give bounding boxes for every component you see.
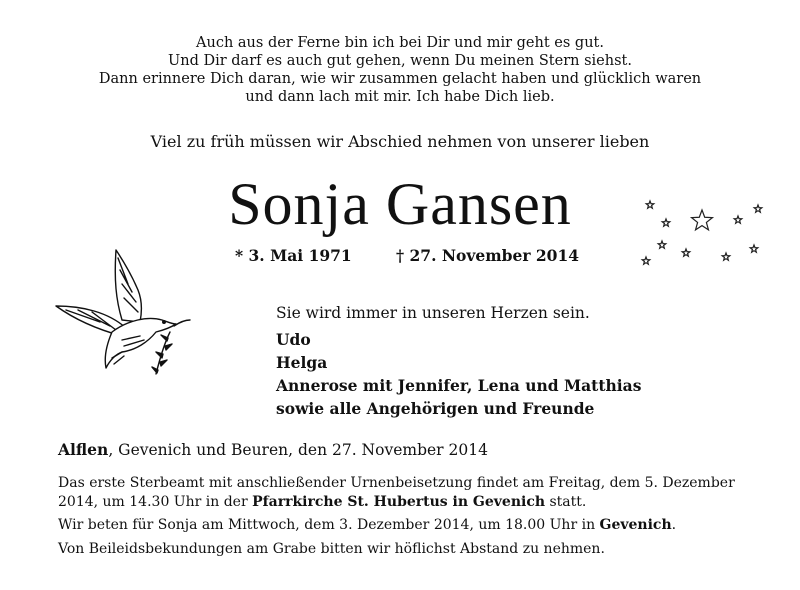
stars-icon (636, 195, 766, 275)
mourner: Annerose mit Jennifer, Lena und Matthias (276, 376, 642, 395)
church-name: Pfarrkirche St. Hubertus in Gevenich (252, 494, 546, 510)
star-icon (722, 253, 730, 260)
poem-line: Und Dir darf es auch gut gehen, wenn Du meinen Stern siehst. (168, 53, 632, 69)
death-date: † 27. November 2014 (396, 246, 580, 265)
star-icon (662, 219, 670, 226)
star-icon (692, 210, 713, 230)
poem-line: Auch aus der Ferne bin ich bei Dir und mir geht es gut. (196, 35, 604, 51)
intro-text: Viel zu früh müssen wir Abschied nehmen von unserer lieben (150, 132, 650, 151)
service-info-line-2 (58, 493, 586, 512)
star-icon (734, 216, 742, 223)
dove-icon (52, 240, 192, 380)
info-text: 2014, um 14.30 Uhr in der (58, 494, 253, 510)
service-info-line-1: Das erste Sterbeamt mit anschließender Urnenbeisetzung findet am Freitag, dem 5. Dezember (58, 475, 735, 491)
info-text: Wir beten für Sonja am Mittwoch, dem 3. Dezember 2014, um 18.00 Uhr in (58, 517, 600, 533)
star-icon (754, 205, 762, 212)
place-date-line (58, 440, 488, 459)
poem (0, 34, 800, 106)
birth-date: * 3. Mai 1971 (235, 246, 352, 265)
place-rest: , Gevenich und Beuren, den 27. November 2014 (108, 441, 488, 459)
mourner: sowie alle Angehörigen und Freunde (276, 399, 595, 418)
prayer-info-line (58, 516, 676, 535)
mourners-list (276, 328, 641, 420)
deceased-name: Sonja Gansen (228, 171, 572, 237)
town-name: Alflen (58, 440, 109, 459)
condolence-note: Von Beileidsbekundungen am Grabe bitten wir höflichst Abstand zu nehmen. (58, 541, 605, 557)
poem-line: Dann erinnere Dich daran, wie wir zusammen gelacht haben und glücklich waren (98, 71, 702, 87)
heart-line: Sie wird immer in unseren Herzen sein. (276, 304, 590, 322)
star-icon (682, 249, 690, 256)
info-text: . (671, 517, 677, 533)
mourner: Helga (276, 353, 328, 372)
mourner: Udo (276, 330, 311, 349)
info-text: statt. (545, 494, 587, 510)
poem-line: und dann lach mit mir. Ich habe Dich lieb. (245, 89, 555, 105)
star-icon (658, 241, 666, 248)
star-icon (750, 245, 758, 252)
prayer-location: Gevenich (599, 517, 672, 533)
star-icon (646, 201, 654, 208)
star-icon (642, 257, 650, 264)
